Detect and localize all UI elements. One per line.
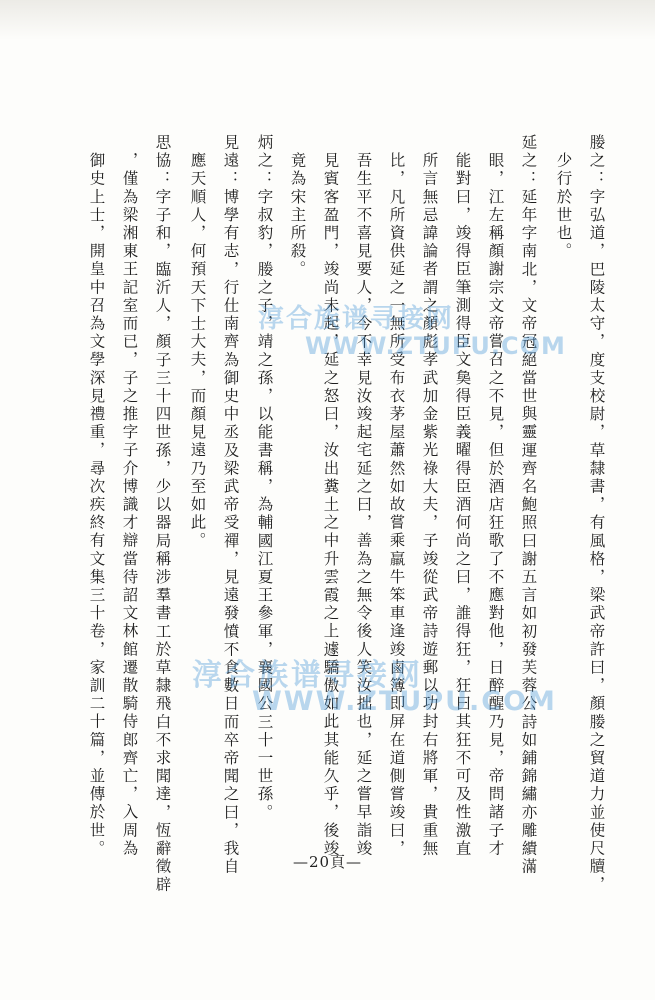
watermark-url: WWW.ZTUPU.COM (252, 686, 557, 717)
text-column-14: 思協：字子和，臨沂人，顏子三十四世孫，少以器局稱涉羣書工於草隸飛白不求聞達，恆辭徵辟 (153, 134, 172, 895)
watermark-text: 淳合族谱寻接网 (258, 304, 455, 334)
scan-shadow (0, 0, 655, 40)
text-column-15: ，僅為梁湘東王記室而已，子之推字子介博識才辯當待詔文林館遷散騎侍郎齊亡，入周為 (120, 152, 139, 858)
text-column-16: 御史上士，開皇中召為文學深見禮重，尋次疾終有文集三十卷，家訓二十篇，並傳於世。 (87, 152, 106, 858)
text-column-1: 媵之：字弘道，巴陵太守，度支校尉，草隸書，有風格，梁武帝許曰，顏媵之貿道力並使尺牘， (587, 134, 606, 895)
text-column-6: 所言無忌諱論者謂之顏彪孝武加金紫光祿大夫，子竣從武帝詩遊郵以功封右將軍，貴重無 (420, 152, 439, 858)
text-column-4: 眼，江左稱顏謝宗文帝嘗召之不見，但於酒店狂歌了不應對他，日醉醒乃見，帝問諸子才 (486, 152, 505, 858)
text-column-3: 延之：延年字南北，文帝冠絕當世與靈運齊名鮑照曰謝五言如初發芙蓉公詩如鋪錦繡亦雕繢滿 (519, 134, 538, 877)
watermark-text: 淳合族谱寻接网 (192, 658, 423, 693)
text-column-13: 應天順人，何預天下士大夫，而顏見遠乃至如此。 (188, 152, 207, 551)
text-column-8: 吾生平不喜見要人，今不幸見汝竣起宅延之曰，善為之無令後人笑汝拙也，延之嘗早詣竣 (354, 152, 373, 858)
text-column-10: 竟為宋主所殺。 (288, 152, 307, 279)
watermark-url: WWW.ZTUPU.COM (305, 332, 566, 360)
text-column-9: 見賓客盈門，竣尚未起，延之怒曰，汝出糞土之中升雲霞之上遽驕傲如此其能久乎，後竣 (321, 152, 340, 858)
text-column-12: 見遠：博學有志，行仕南齊為御史中丞及梁武帝受禪，見遠發憤不食數日而卒帝聞之曰，我自 (221, 134, 240, 877)
text-column-5: 能對曰，竣得臣筆測得臣文㚟得臣義曜得臣酒何尚之曰，誰得狂，狂曰其狂不可及性激直 (453, 152, 472, 858)
text-column-11: 炳之：字叔豹，媵之子，靖之孫，以能書稱，為輔國江夏王參軍，襄國公三十一世孫。 (255, 134, 274, 822)
text-column-2: 少行於世也。 (554, 152, 573, 261)
page-number: —20頁— (292, 853, 363, 871)
text-column-7: 比，凡所資供延之一無所受布衣茅屋蕭然如故嘗乘羸牛笨車逢竣鹵簿即屏在道側嘗竣曰， (387, 152, 406, 858)
